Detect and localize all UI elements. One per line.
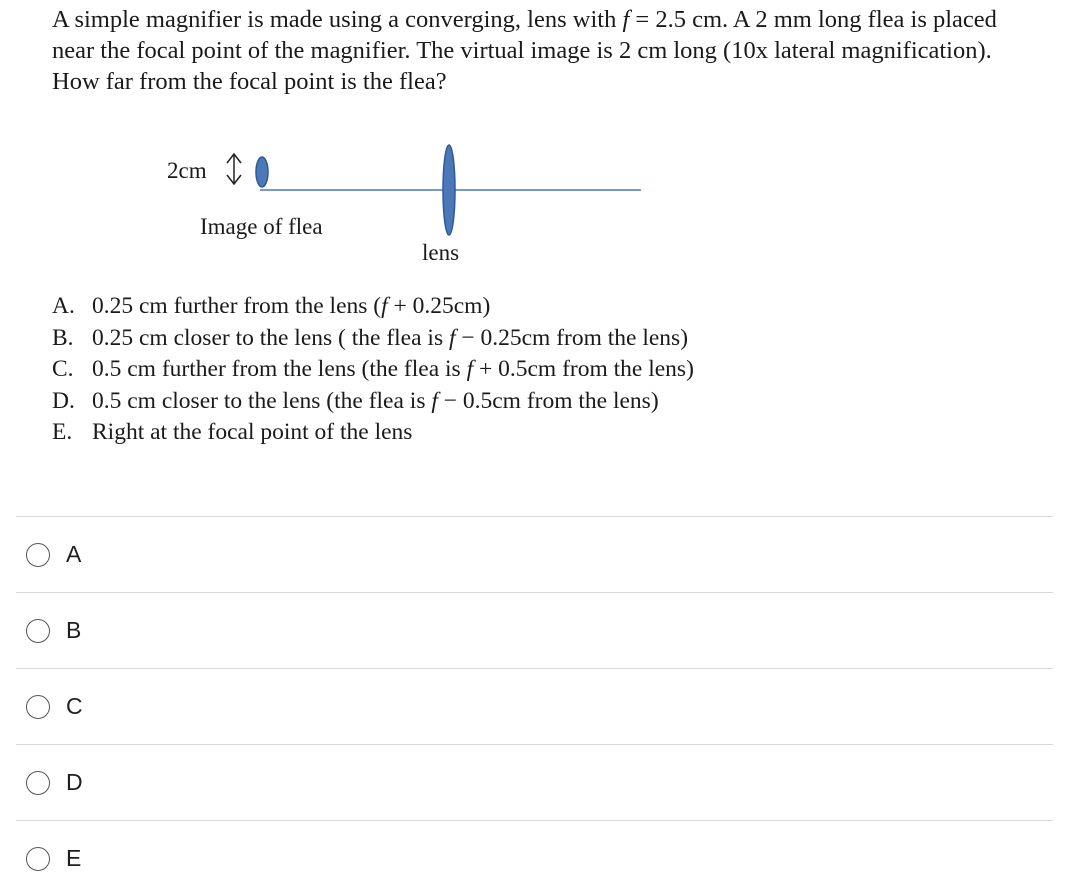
option-a[interactable] <box>16 516 1053 592</box>
option-label: C <box>66 693 83 719</box>
double-arrow-icon <box>227 154 241 184</box>
question-part2: = 2.5 cm. A 2 mm long flea is placed near the focal point of the magnifier. The virtual image is 2 cm long (10x lateral magnification). How far from the focal point is the flea? <box>52 6 997 95</box>
focal-length-symbol: f <box>622 6 630 33</box>
option-e[interactable] <box>16 820 1053 896</box>
radio-unchecked-icon[interactable] <box>26 543 50 567</box>
image-of-flea-label: Image of flea <box>200 214 323 239</box>
choice-text-c: C. 0.5 cm further from the lens (the flea is f + 0.5cm from the lens) <box>52 356 694 382</box>
answer-choices-list <box>52 291 694 449</box>
question-text <box>52 4 1012 97</box>
answer-options <box>16 516 1053 896</box>
option-d[interactable] <box>16 744 1053 820</box>
option-label: E <box>66 845 82 871</box>
radio-unchecked-icon[interactable] <box>26 847 50 871</box>
radio-unchecked-icon[interactable] <box>26 619 50 643</box>
radio-unchecked-icon[interactable] <box>26 771 50 795</box>
image-size-label: 2cm <box>167 158 207 183</box>
choice-text-a: A. 0.25 cm further from the lens (f + 0.25cm) <box>52 293 491 319</box>
magnifier-diagram <box>0 140 700 280</box>
option-b[interactable] <box>16 592 1053 668</box>
choice-text-e: E. Right at the focal point of the lens <box>52 419 413 445</box>
lens-label: lens <box>422 240 460 265</box>
option-c[interactable] <box>16 668 1053 744</box>
choice-text-b: B. 0.25 cm closer to the lens ( the flea is f − 0.25cm from the lens) <box>52 324 689 351</box>
option-label: D <box>66 769 83 795</box>
radio-unchecked-icon[interactable] <box>26 695 50 719</box>
option-label: A <box>66 541 82 567</box>
question-part1: A simple magnifier is made using a converging, lens with <box>52 6 623 33</box>
option-label: B <box>66 617 82 643</box>
choice-text-d: D. 0.5 cm closer to the lens (the flea is f − 0.5cm from the lens) <box>52 387 659 414</box>
diagram-graphic <box>0 140 700 280</box>
lens-icon <box>443 145 455 235</box>
flea-image-icon <box>256 157 268 187</box>
